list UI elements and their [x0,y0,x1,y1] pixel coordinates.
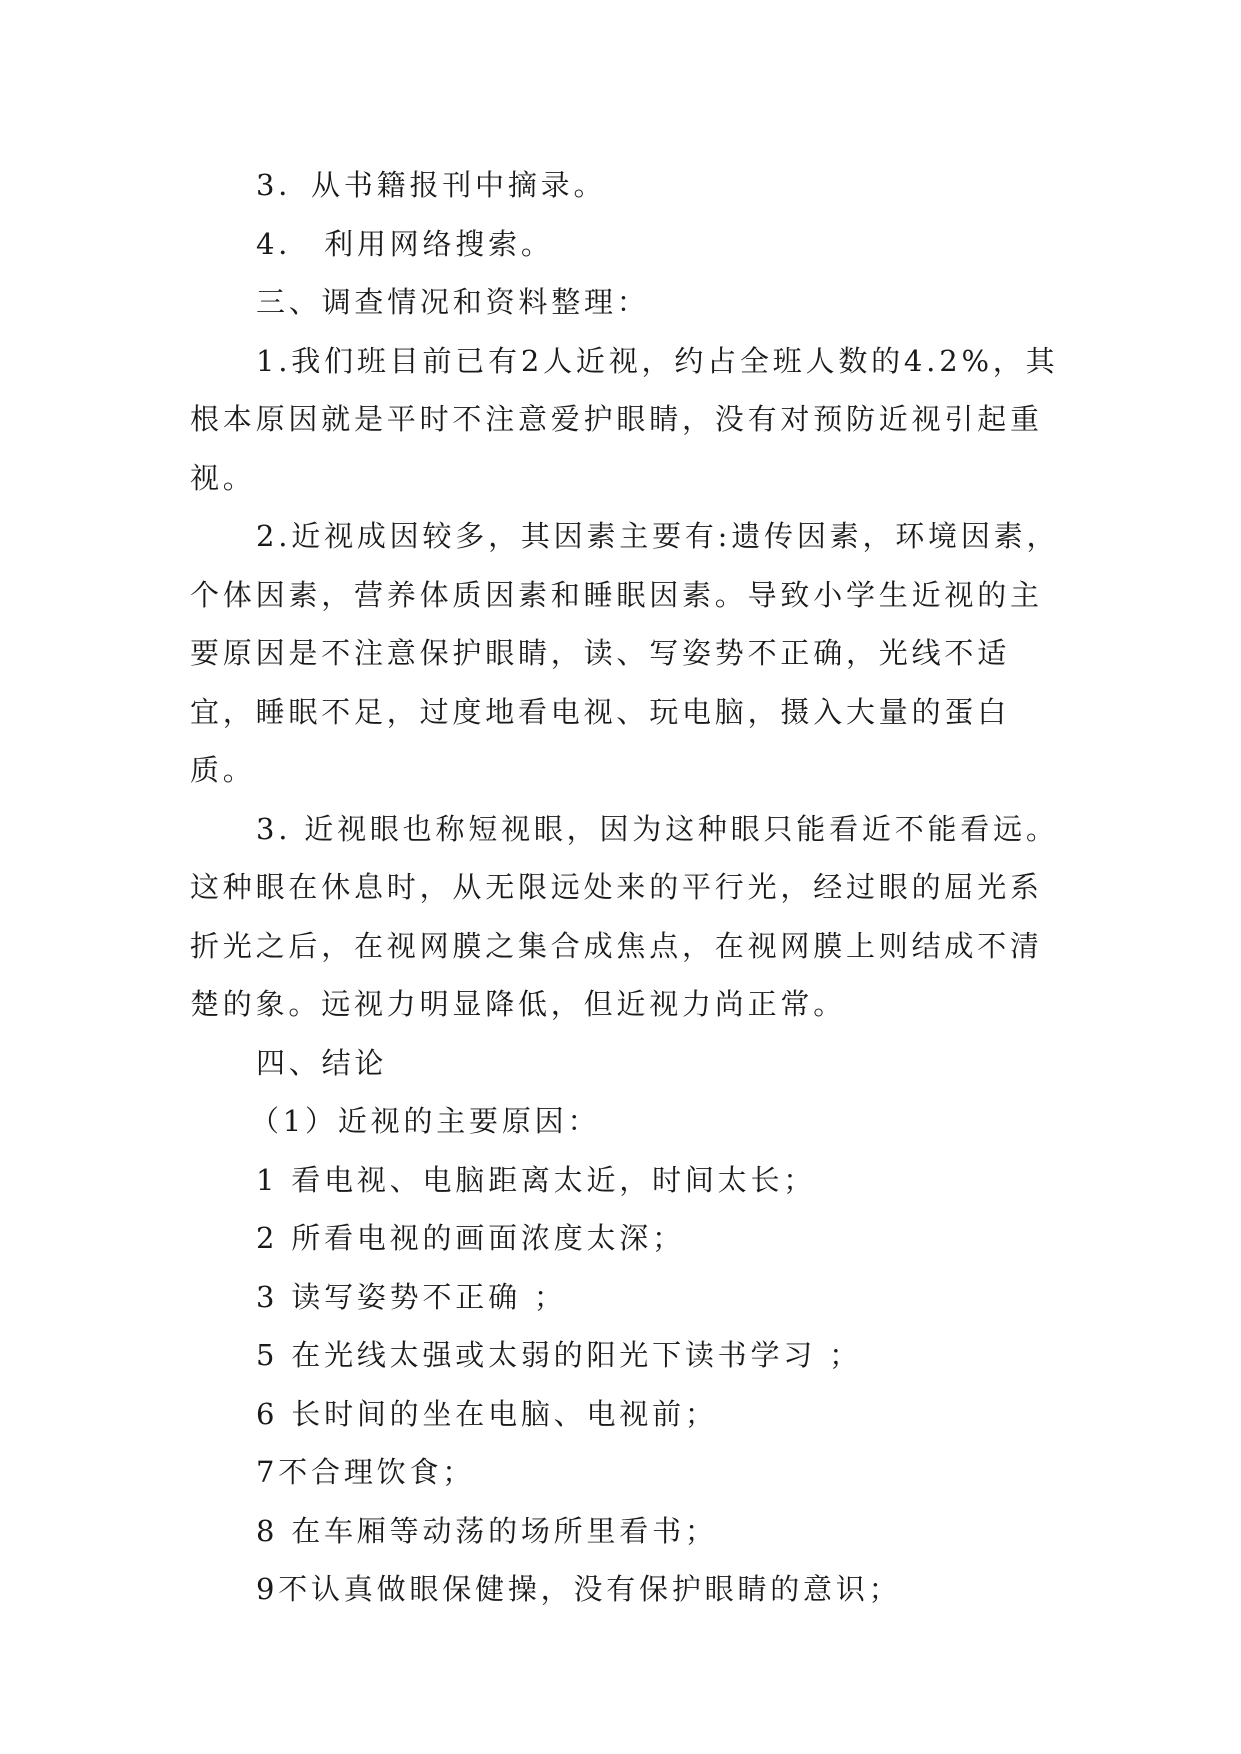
cause-item-8: 8 在车厢等动荡的场所里看书； [256,1513,718,1548]
list-item-method-3: 3．从书籍报刊中摘录。 [256,168,607,202]
cause-item-7: 7不合理饮食； [256,1455,476,1489]
section-heading-3: 三、调查情况和资料整理： [256,285,650,319]
cause-item-2: 2 所看电视的画面浓度太深； [256,1221,685,1255]
subsection-heading: （1）近视的主要原因： [250,1104,601,1138]
finding-paragraph-1: 1.我们班目前已有2人近视，约占全班人数的4.2%，其根本原因就是平时不注意爱护眼睛，没有对预防近视引起重视。 [190,343,1059,495]
section-heading-4: 四、结论 [256,1045,388,1080]
document-body [190,156,1060,1619]
cause-item-9: 9不认真做眼保健操，没有保护眼睛的意识； [256,1572,902,1606]
finding-paragraph-2: 2.近视成因较多，其因素主要有:遗传因素，环境因素，个体因素，营养体质因素和睡眠因素。导致小学生近视的主要原因是不注意保护眼睛，读、写姿势不正确，光线不适宜，睡眠不足，过度地看电视、玩电脑，摄入大量的蛋白质。 [190,519,1060,787]
cause-item-5: 5 在光线太强或太弱的阳光下读书学习 ； [256,1338,862,1372]
finding-paragraph-3: 3. 近视眼也称短视眼，因为这种眼只能看近不能看远。这种眼在休息时，从无限远处来的平行光，经过眼的屈光系折光之后，在视网膜之集合成焦点，在视网膜上则结成不清楚的象。远视力明显降低，但近视力尚正常。 [190,811,1059,1021]
list-item-method-4: 4． 利用网络搜索。 [256,226,554,261]
cause-item-1: 1 看电视、电脑距离太近，时间太长； [256,1162,817,1197]
cause-item-3: 3 读写姿势不正确 ； [256,1279,567,1314]
cause-item-6: 6 长时间的坐在电脑、电视前； [256,1396,718,1431]
